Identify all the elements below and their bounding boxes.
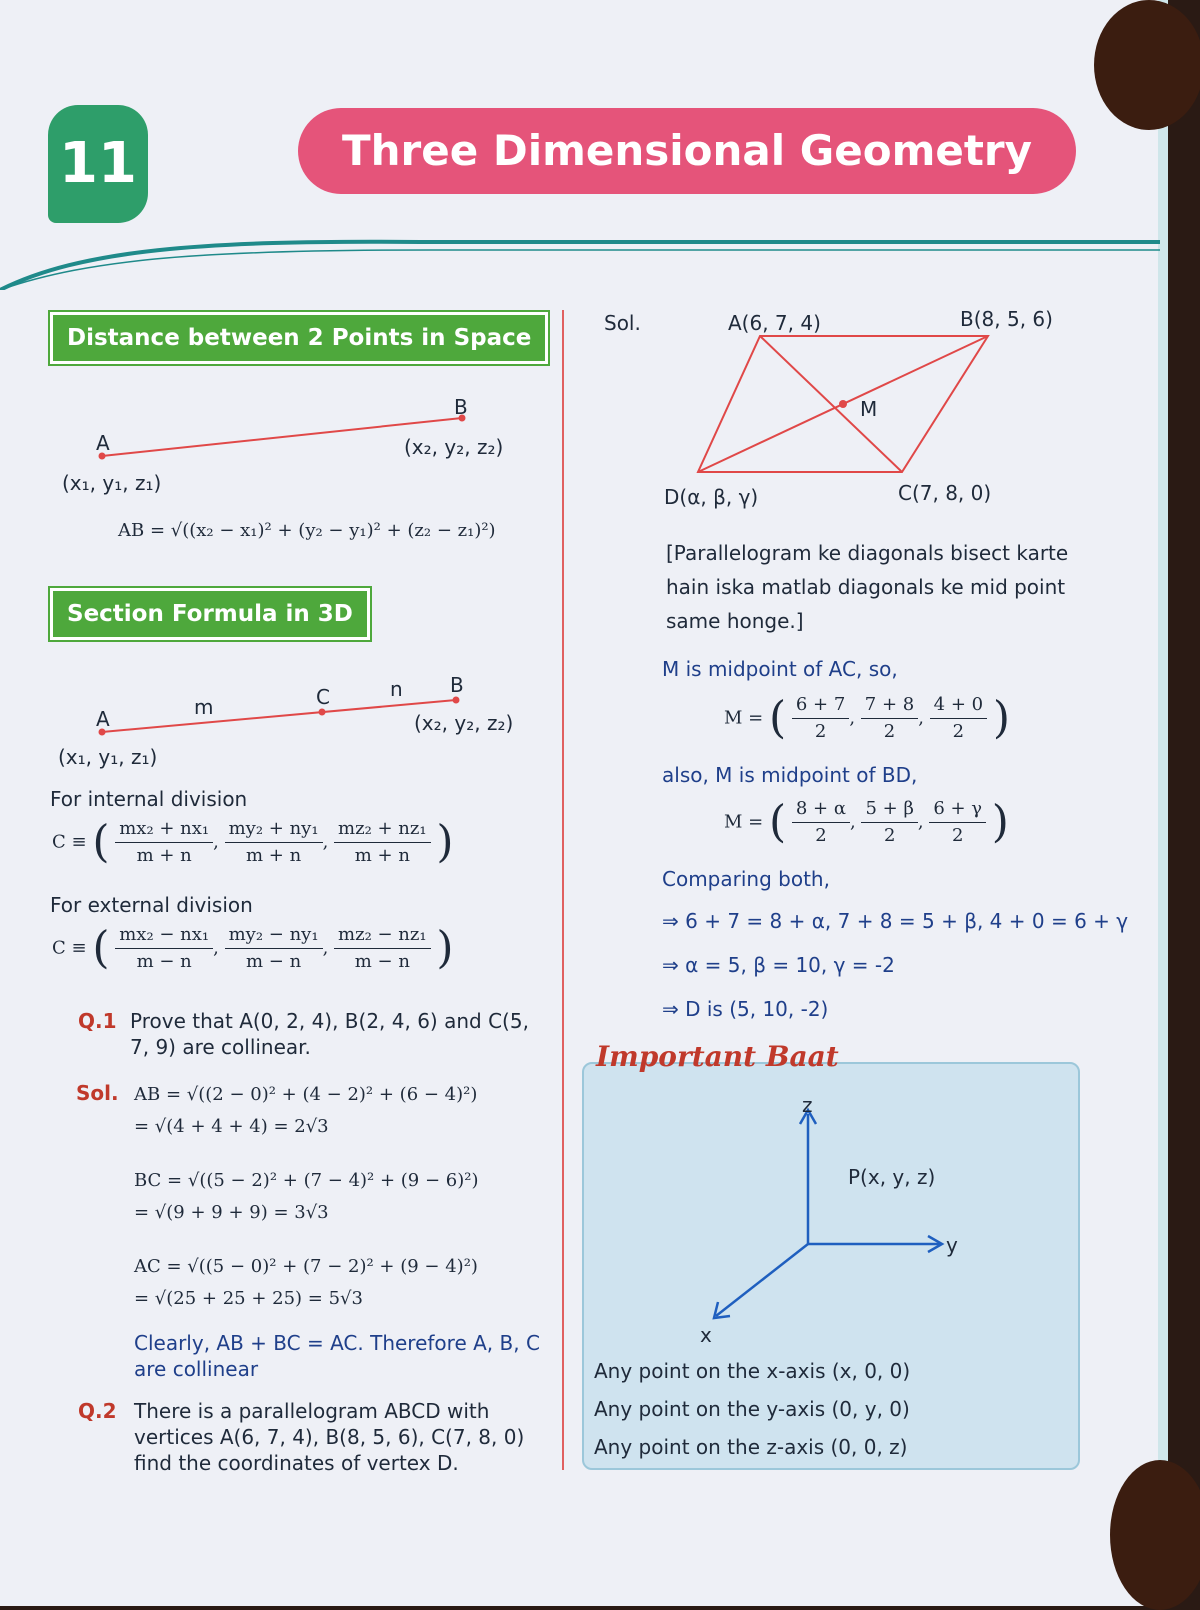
section-coord-a: (x₁, y₁, z₁) <box>58 745 158 769</box>
header-wave-divider <box>0 230 1160 290</box>
fig-label-m: M <box>860 397 878 421</box>
finger-top <box>1094 0 1200 130</box>
q1-conclusion-line1: Clearly, AB + BC = AC. Therefore A, B, C <box>134 1331 540 1355</box>
section-label-m: m <box>194 695 214 719</box>
fig-label-d: D(α, β, γ) <box>664 485 759 509</box>
q1-conclusion-line2: are collinear <box>134 1357 259 1381</box>
section-label-c: C <box>316 685 330 709</box>
distance-label-b: B <box>454 395 468 419</box>
chapter-number: 11 <box>48 105 148 223</box>
fig-label-b: B(8, 5, 6) <box>960 307 1053 331</box>
important-line1: Any point on the x-axis (x, 0, 0) <box>594 1359 911 1383</box>
distance-coord-a: (x₁, y₁, z₁) <box>62 471 162 495</box>
distance-heading: Distance between 2 Points in Space <box>50 312 548 364</box>
axis-z-label: z <box>802 1093 813 1117</box>
q1-bc-line2: = √(9 + 9 + 9) = 3√3 <box>134 1202 329 1223</box>
q2-text-line3: find the coordinates of vertex D. <box>134 1451 459 1475</box>
q2-m-ac-formula: M = ( $\frac{6 + 7}{2}$ , $\frac{7 + 8}{2}$ , $\frac{4 + 0}{2}$ ) <box>724 692 1010 744</box>
q2-note-line3: same honge.] <box>666 609 804 633</box>
axis-y-label: y <box>946 1233 958 1257</box>
q1-sol-label: Sol. <box>76 1081 119 1105</box>
important-line2: Any point on the y-axis (0, y, 0) <box>594 1397 910 1421</box>
fig-label-a: A(6, 7, 4) <box>728 311 821 335</box>
chapter-title: Three Dimensional Geometry <box>298 108 1076 194</box>
q2-note-line2: hain iska matlab diagonals ke mid point <box>666 575 1066 599</box>
q2-step1: ⇒ 6 + 7 = 8 + α, 7 + 8 = 5 + β, 4 + 0 = 6 + γ <box>662 909 1129 933</box>
internal-division-formula: C ≡ ( $\frac{\text{mx₂ + nx₁}}{m + n}$ , $\frac{\text{my₂ + ny₁}}{m + n}$ , $\frac{\text{mz₂ + nz₁}}{m + n}$ ) <box>52 816 454 868</box>
parallelogram-diagram <box>690 330 1000 480</box>
q2-step2: ⇒ α = 5, β = 10, γ = -2 <box>662 953 895 977</box>
q1-ab-line2: = √(4 + 4 + 4) = 2√3 <box>134 1116 329 1137</box>
section-label-b: B <box>450 673 464 697</box>
q2-comparing: Comparing both, <box>662 867 830 891</box>
q1-ab-line1: AB = √((2 − 0)² + (4 − 2)² + (6 − 4)²) <box>134 1084 478 1105</box>
q1-bc-line1: BC = √((5 − 2)² + (7 − 4)² + (9 − 6)²) <box>134 1170 479 1191</box>
q1-text-line1: Prove that A(0, 2, 4), B(2, 4, 6) and C(5, <box>130 1009 529 1033</box>
important-line3: Any point on the z-axis (0, 0, z) <box>594 1435 908 1459</box>
internal-division-label: For internal division <box>50 787 248 811</box>
distance-label-a: A <box>96 431 110 455</box>
axes-diagram <box>700 1098 960 1338</box>
important-title: Important Baat <box>596 1040 839 1073</box>
external-division-formula: C ≡ ( $\frac{\text{mx₂ − nx₁}}{m - n}$ , $\frac{\text{my₂ − ny₁}}{m - n}$ , $\frac{\text{mz₂ − nz₁}}{m - n}$ ) <box>52 922 454 974</box>
section-heading: Section Formula in 3D <box>50 588 370 640</box>
distance-coord-b: (x₂, y₂, z₂) <box>404 435 504 459</box>
fig-label-c: C(7, 8, 0) <box>898 481 992 505</box>
q1-label: Q.1 <box>78 1009 117 1033</box>
column-divider <box>562 310 564 1470</box>
section-label-n: n <box>390 677 403 701</box>
section-label-a: A <box>96 707 110 731</box>
external-division-label: For external division <box>50 893 253 917</box>
q2-label: Q.2 <box>78 1399 117 1423</box>
q2-sol-label: Sol. <box>604 311 641 335</box>
q1-text-line2: 7, 9) are collinear. <box>130 1035 311 1059</box>
q2-text-line2: vertices A(6, 7, 4), B(8, 5, 6), C(7, 8, 0) <box>134 1425 525 1449</box>
finger-bottom <box>1110 1460 1200 1610</box>
q2-m-bd-formula: M = ( $\frac{8 + \alpha}{2}$ , $\frac{5 + \beta}{2}$ , $\frac{6 + \gamma}{2}$ ) <box>724 796 1009 848</box>
q1-ac-line1: AC = √((5 − 0)² + (7 − 2)² + (9 − 4)²) <box>134 1256 478 1277</box>
q2-note-line1: [Parallelogram ke diagonals bisect karte <box>666 541 1069 565</box>
q2-text-line1: There is a parallelogram ABCD with <box>134 1399 490 1423</box>
distance-formula: AB = √((x₂ − x₁)² + (y₂ − y₁)² + (z₂ − z₁)²) <box>118 520 496 541</box>
point-p-label: P(x, y, z) <box>848 1165 936 1189</box>
q1-ac-line2: = √(25 + 25 + 25) = 5√3 <box>134 1288 363 1309</box>
q2-mid-ac: M is midpoint of AC, so, <box>662 657 898 681</box>
q2-step3: ⇒ D is (5, 10, -2) <box>662 997 829 1021</box>
axis-x-label: x <box>700 1323 712 1347</box>
section-coord-b: (x₂, y₂, z₂) <box>414 711 514 735</box>
q2-mid-bd: also, M is midpoint of BD, <box>662 763 918 787</box>
